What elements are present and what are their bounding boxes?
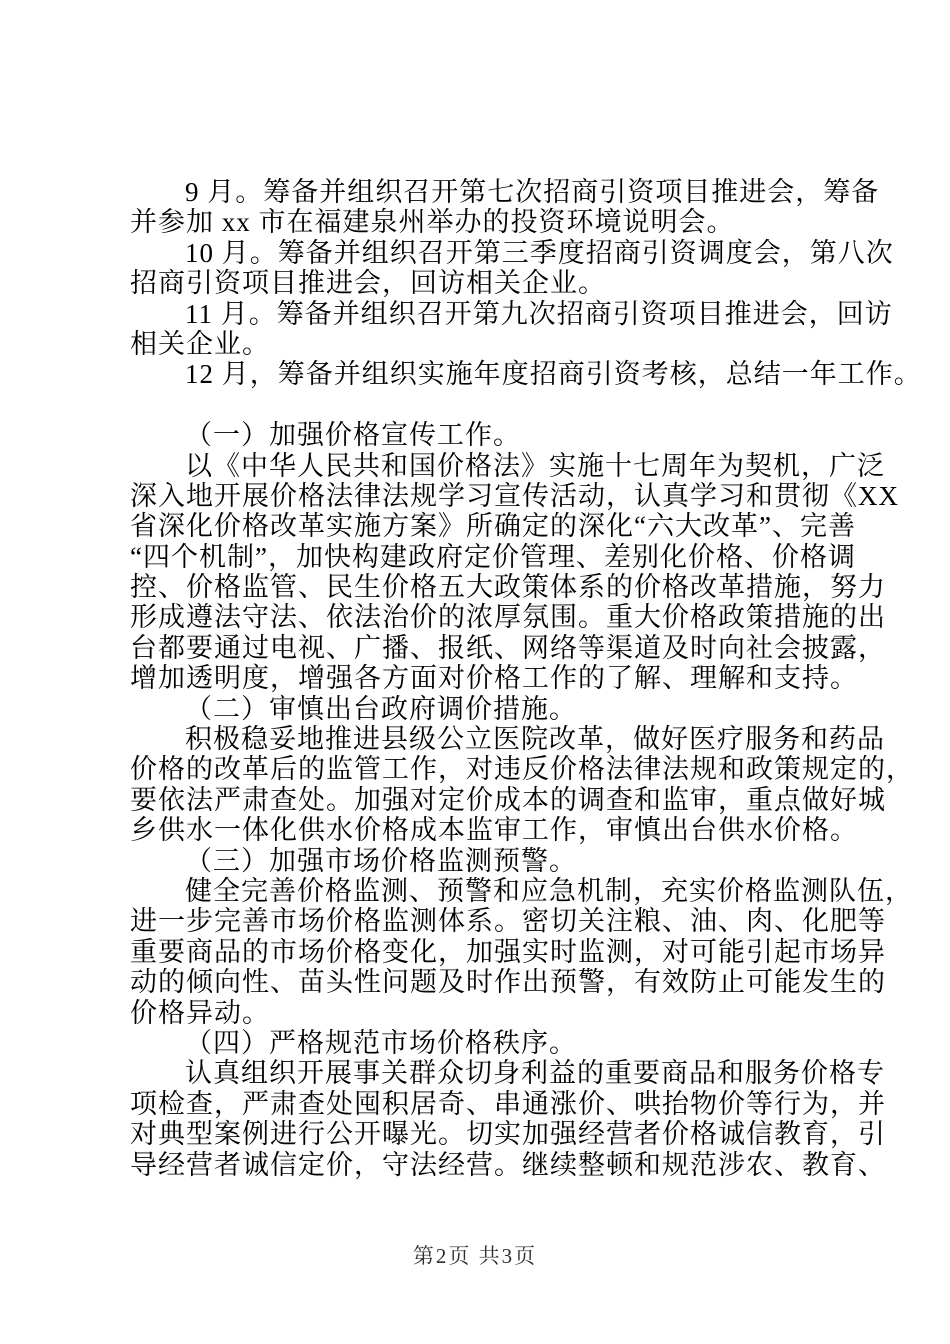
paragraph [130, 1028, 866, 1058]
text-line: 增加透明度，增强各方面对价格工作的了解、理解和支持。 [130, 663, 858, 694]
page-footer [0, 1240, 950, 1270]
text-line: 积极稳妥地推进县级公立医院改革，做好医疗服务和药品 [185, 724, 885, 755]
text-line: （一）加强价格宣传工作。 [185, 420, 521, 451]
paragraph [130, 390, 866, 420]
text-line: 并参加 xx 市在福建泉州举办的投资环境说明会。 [130, 207, 735, 238]
paragraph [130, 420, 866, 450]
paragraph [130, 450, 899, 694]
text-line: 11 月。筹备并组织召开第九次招商引资项目推进会，回访 [185, 298, 893, 329]
paragraph [130, 237, 894, 299]
paragraph [130, 724, 914, 846]
page-number-indicator: 第2页 共3页 [412, 1244, 538, 1268]
text-line: 健全完善价格监测、预警和应急机制，充实价格监测队伍， [185, 875, 913, 906]
text-line: 要依法严肃查处。加强对定价成本的调查和监审，重点做好城 [130, 784, 886, 815]
text-line: 重要商品的市场价格变化，加强实时监测，对可能引起市场异 [130, 936, 886, 967]
paragraph [130, 846, 866, 876]
text-line: “四个机制”，加快构建政府定价管理、差别化价格、价格调 [130, 541, 856, 572]
document-body [130, 177, 922, 1180]
paragraph [130, 1058, 886, 1180]
text-line: 对典型案例进行公开曝光。切实加强经营者价格诚信教育，引 [130, 1119, 886, 1150]
text-line: 进一步完善市场价格监测体系。密切关注粮、油、肉、化肥等 [130, 906, 886, 937]
text-line: 乡供水一体化供水价格成本监审工作，审慎出台供水价格。 [130, 815, 858, 846]
text-line [130, 390, 866, 420]
text-line: 控、价格监管、民生价格五大政策体系的价格改革措施，努力 [130, 572, 886, 603]
text-line: 项检查，严肃查处囤积居奇、串通涨价、哄抬物价等行为，并 [130, 1088, 886, 1119]
text-line: 动的倾向性、苗头性问题及时作出预警，有效防止可能发生的 [130, 967, 886, 998]
text-line: （四）严格规范市场价格秩序。 [185, 1027, 577, 1058]
text-line: （三）加强市场价格监测预警。 [185, 845, 577, 876]
text-line: 以《中华人民共和国价格法》实施十七周年为契机，广泛 [185, 450, 885, 481]
text-line: 10 月。筹备并组织召开第三季度招商引资调度会，第八次 [185, 237, 894, 268]
text-line: 价格异动。 [130, 997, 270, 1028]
text-line: 9 月。筹备并组织召开第七次招商引资项目推进会，筹备 [185, 177, 880, 207]
text-line: 台都要通过电视、广播、报纸、网络等渠道及时向社会披露， [130, 632, 886, 663]
text-line: 认真组织开展事关群众切身利益的重要商品和服务价格专 [185, 1058, 885, 1089]
text-line: 省深化价格改革实施方案》所确定的深化“六大改革”、完善 [130, 511, 856, 542]
text-line: 深入地开展价格法律法规学习宣传活动，认真学习和贯彻《XX [130, 480, 899, 511]
paragraph [130, 298, 893, 360]
paragraph [130, 694, 866, 724]
text-line: 相关企业。 [130, 328, 270, 359]
paragraph [130, 177, 880, 238]
text-line: 形成遵法守法、依法治价的浓厚氛围。重大价格政策措施的出 [130, 602, 886, 633]
text-line: 价格的改革后的监管工作，对违反价格法律法规和政策规定的， [130, 754, 914, 785]
paragraph [130, 359, 922, 390]
text-line: 导经营者诚信定价，守法经营。继续整顿和规范涉农、教育、 [130, 1149, 886, 1180]
text-line: 招商引资项目推进会，回访相关企业。 [130, 268, 606, 299]
text-line: 12 月，筹备并组织实施年度招商引资考核，总结一年工作。 [185, 359, 922, 390]
paragraph [130, 875, 913, 1028]
text-line: （二）审慎出台政府调价措施。 [185, 693, 577, 724]
